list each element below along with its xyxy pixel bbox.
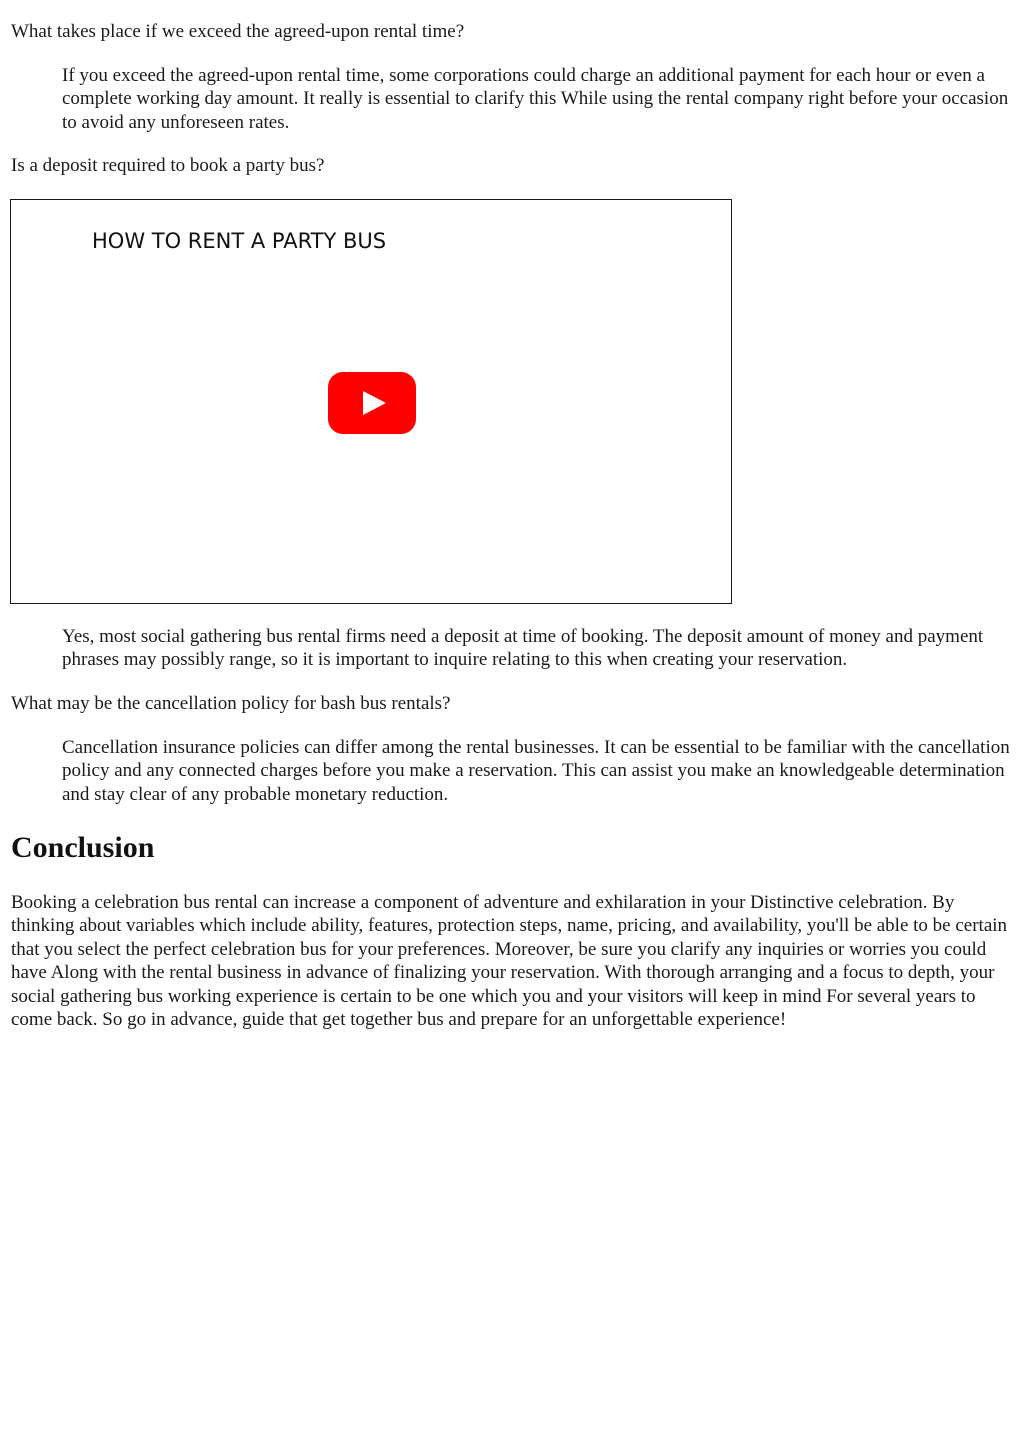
faq-answer-rental-time: If you exceed the agreed-upon rental time, some corporations could charge an additional payment for each hour or even a complete working day amount. It really is essential to clarify this While using the rental company right before your occasion to avoid any unforeseen rates. bbox=[62, 65, 1009, 133]
faq-question-rental-time: What takes place if we exceed the agreed-upon rental time? bbox=[11, 21, 465, 42]
faq-question-deposit: Is a deposit required to book a party bus? bbox=[11, 155, 325, 176]
video-title: HOW TO RENT A PARTY BUS bbox=[92, 229, 387, 253]
faq-question-cancellation: What may be the cancellation policy for bash bus rentals? bbox=[11, 693, 451, 714]
video-play-button[interactable] bbox=[328, 372, 416, 434]
faq-answer-deposit: Yes, most social gathering bus rental firms need a deposit at time of booking. The deposit amount of money and payment phrases may possibly range, so it is important to inquire relating to this when creating your reservation. bbox=[62, 626, 984, 671]
conclusion-body: Booking a celebration bus rental can increase a component of adventure and exhilaration in your Distinctive celebration. By thinking about variables which include ability, features, protection steps, name, pricing, and availability, you'll be able to be certain that you select the perfect celebration bus for your preferences. Moreover, be sure you clarify any inquiries or worries you could have Along with the rental business in advance of finalizing your reservation. With thorough arranging and a focus to depth, your social gathering bus working experience is certain to be one which you and your visitors will keep in mind For several years to come back. So go in advance, guide that get together bus and prepare for an unforgettable experience! bbox=[11, 892, 1008, 1031]
play-icon bbox=[328, 372, 416, 434]
embedded-video[interactable] bbox=[10, 199, 732, 604]
conclusion-heading: Conclusion bbox=[11, 831, 155, 864]
faq-answer-cancellation: Cancellation insurance policies can differ among the rental businesses. It can be essential to be familiar with the cancellation policy and any connected charges before you make a reservation. This can assist you make an knowledgeable determination and stay clear of any probable monetary reduction. bbox=[62, 737, 1010, 805]
